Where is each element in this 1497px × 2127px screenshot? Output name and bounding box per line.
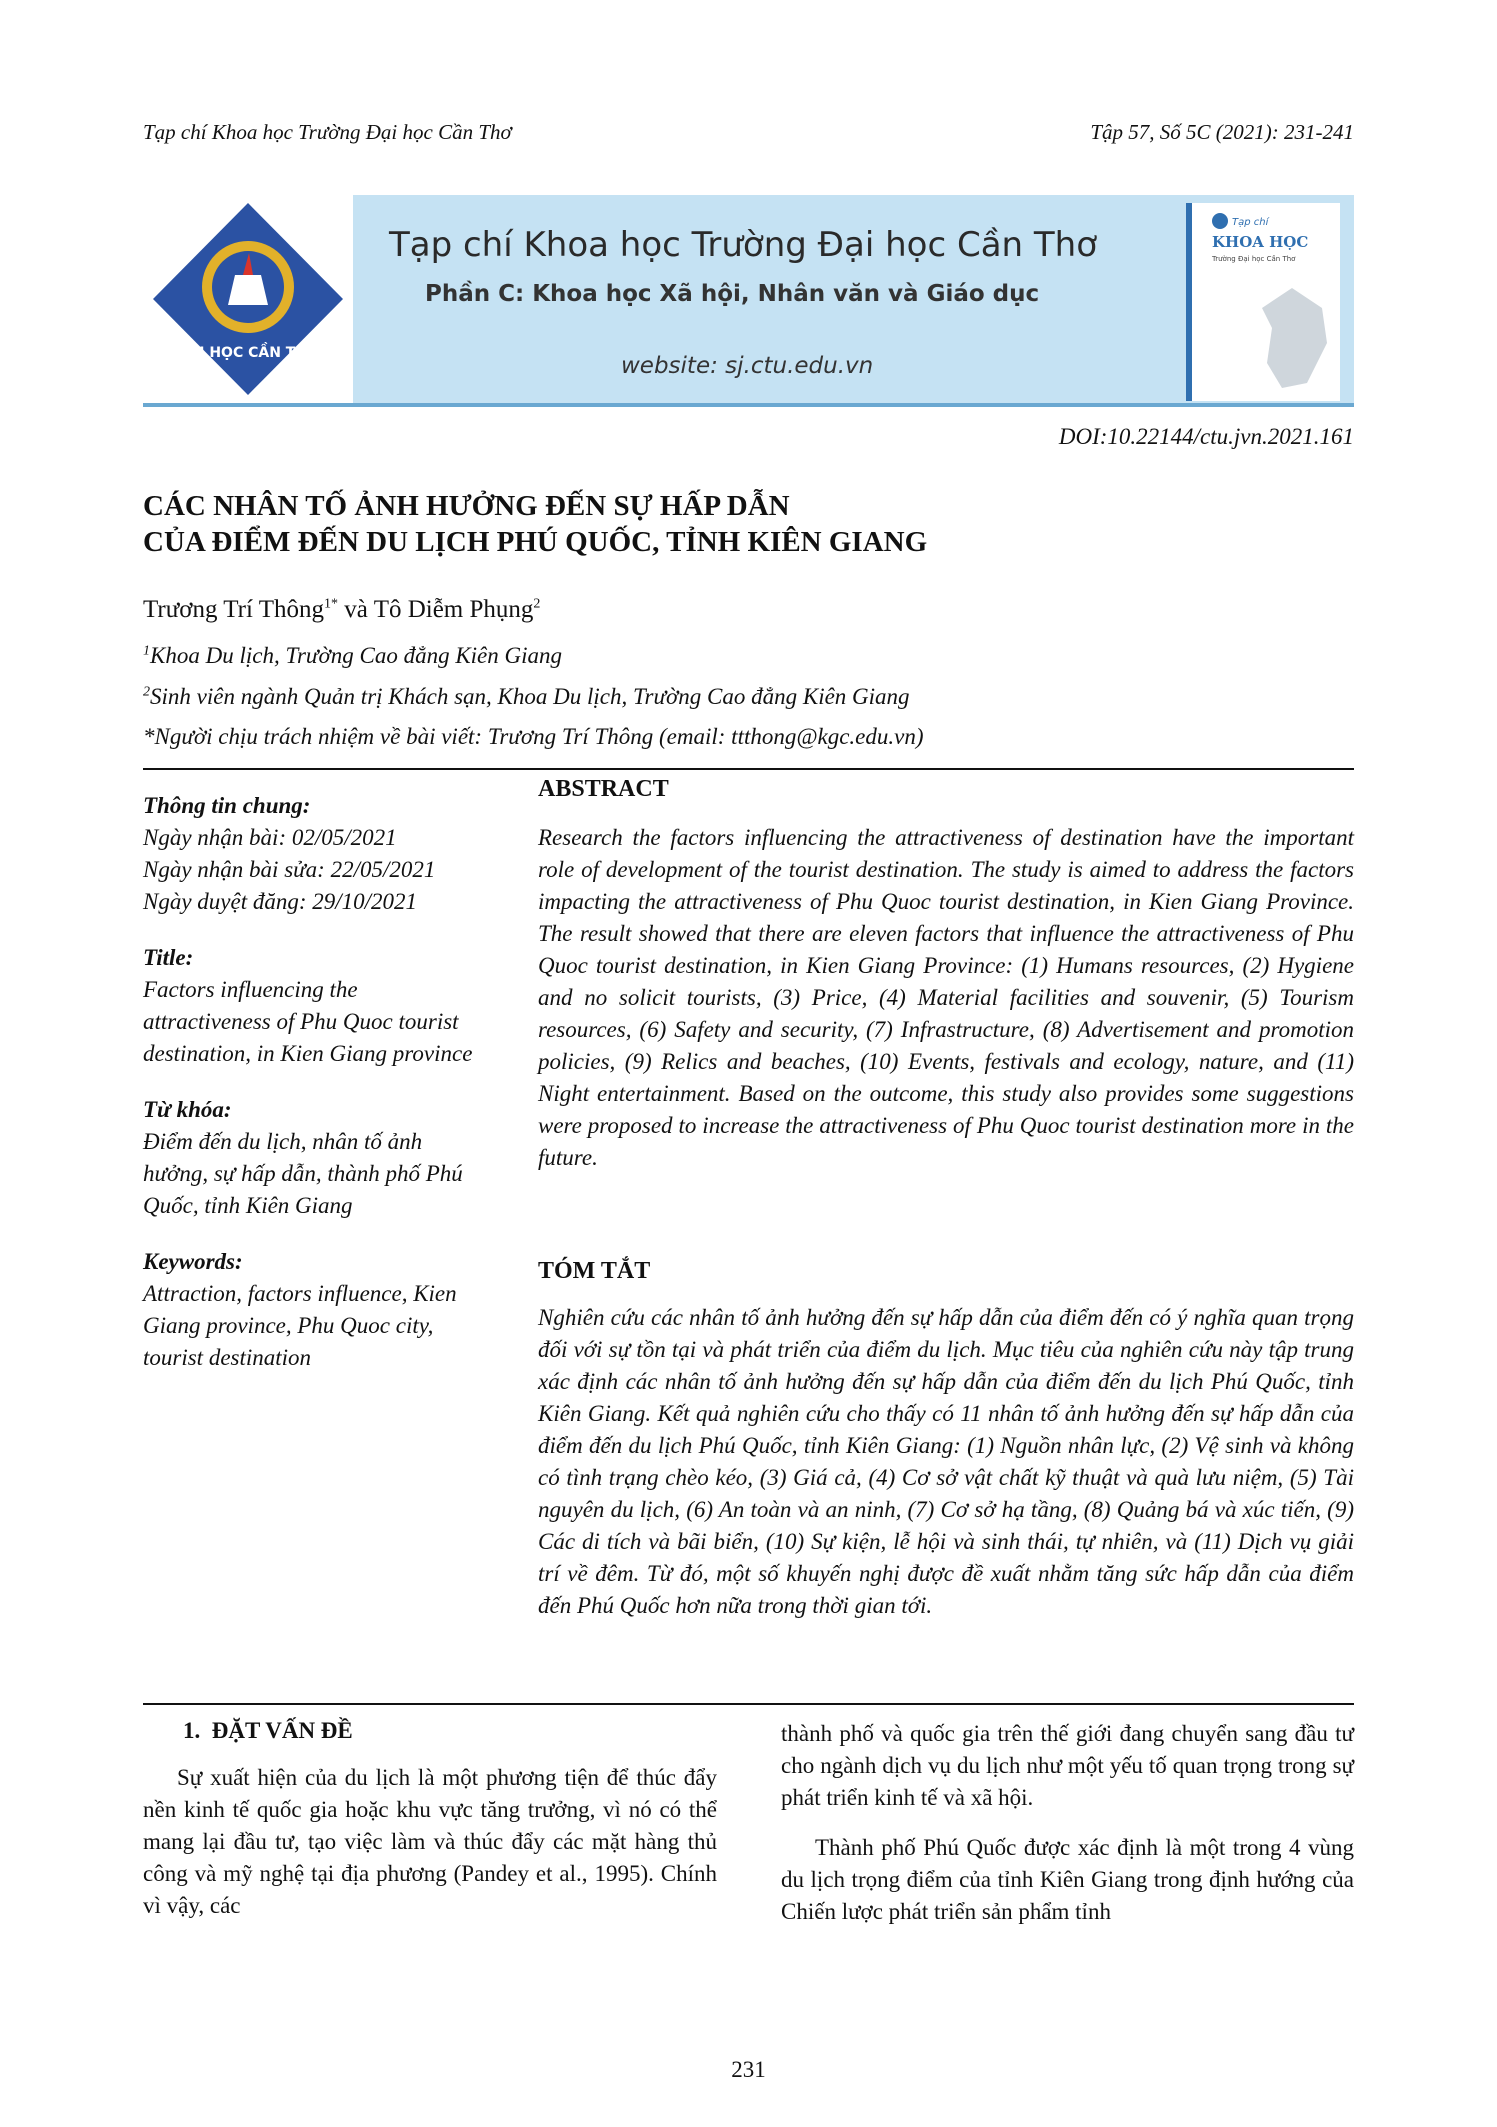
article-info-sidebar (143, 790, 488, 1398)
body-column-1-paragraph: Sự xuất hiện của du lịch là một phương tiện để thúc đẩy nền kinh tế quốc gia hoặc khu vực tăng trưởng, vì nó có thể mang lại đầu tư, tạo việc làm và thúc đẩy các mặt hàng thủ công và mỹ nghệ tại địa phương (Pandey et al., 1995). Chính vì vậy, các (143, 1765, 717, 1918)
keywords-heading: Keywords: (143, 1249, 243, 1274)
banner-title: Tạp chí Khoa học Trường Đại học Cần Thơ (389, 225, 1098, 265)
received-date: Ngày nhận bài: 02/05/2021 (143, 825, 397, 850)
journal-banner (143, 195, 1354, 407)
body-column-2-paragraph-2: Thành phố Phú Quốc được xác định là một trong 4 vùng du lịch trọng điểm của tỉnh Kiên Giang trong định hướng của Chiến lược phát triển sản phẩm tỉnh (781, 1835, 1354, 1924)
affiliation-1-sup: 1 (143, 643, 150, 659)
cover-big-text: KHOA HỌC (1212, 233, 1309, 251)
tukhoa-block (143, 1094, 488, 1222)
affiliation-1 (143, 643, 562, 669)
info-block (143, 790, 488, 918)
divider-middle (143, 1703, 1354, 1705)
author-1-sup: 1* (324, 596, 339, 612)
author-separator: và (338, 596, 374, 623)
running-header-volume: Tập 57, Số 5C (2021): 231-241 (1090, 120, 1354, 144)
banner-subtitle: Phần C: Khoa học Xã hội, Nhân văn và Giáo dục (425, 281, 1040, 307)
divider-top (143, 768, 1354, 770)
section-heading: 1. ĐẶT VẤN ĐỀ (183, 1718, 353, 1743)
title-heading: Title: (143, 945, 194, 970)
corresponding-author: *Người chịu trách nhiệm về bài viết: Trương Trí Thông (email: ttthong@kgc.edu.vn) (143, 724, 924, 749)
map-icon (1252, 283, 1332, 393)
affiliation-2 (143, 684, 910, 710)
revised-date: Ngày nhận bài sửa: 22/05/2021 (143, 857, 436, 882)
abstract-body: Research the factors influencing the attractiveness of destination have the important role of development of the tourist destination. The study is aimed to address the factors impacting the attractiveness of Phu Quoc tourist destination, in Kien Giang Province. The result showed that there are eleven factors that influence the attractiveness of Phu Quoc tourist destination, in Kien Giang Province: (1) Humans resources, (2) Hygiene and no solicit tourists, (3) Price, (4) Material facilities and souvenir, (5) Tourism resources, (6) Safety and security, (7) Infrastructure, (8) Advertisement and promotion policies, (9) Relics and beaches, (10) Events, festivals and ecology, nature, and (11) Night entertainment. Based on the outcome, this study also provides some suggestions were proposed to increase the attractiveness of Phu Quoc tourist destination more in the future. (538, 825, 1354, 1170)
affiliation-2-text: Sinh viên ngành Quản trị Khách sạn, Khoa Du lịch, Trường Cao đẳng Kiên Giang (150, 684, 910, 709)
tomtat-heading: TÓM TẮT (538, 1258, 651, 1284)
tukhoa-text: Điểm đến du lịch, nhân tố ảnh hưởng, sự hấp dẫn, thành phố Phú Quốc, tỉnh Kiên Giang (143, 1129, 463, 1218)
svg-text:ĐẠI HỌC CẦN THƠ: ĐẠI HỌC CẦN THƠ (176, 345, 320, 361)
cover-line-text: Trường Đại học Cần Thơ (1212, 255, 1296, 263)
journal-cover-thumbnail (1186, 203, 1340, 401)
english-title: Factors influencing the attractiveness of Phu Quoc tourist destination, in Kien Giang province (143, 977, 473, 1066)
author-2: Tô Diễm Phụng (373, 596, 534, 623)
authors (143, 596, 540, 624)
info-heading: Thông tin chung: (143, 793, 311, 818)
university-logo (143, 195, 353, 403)
author-2-sup: 2 (533, 596, 541, 612)
running-header-journal: Tạp chí Khoa học Trường Đại học Cần Thơ (143, 120, 512, 144)
article-title-line-1: CÁC NHÂN TỐ ẢNH HƯỞNG ĐẾN SỰ HẤP DẪN (143, 490, 790, 522)
tukhoa-heading: Từ khóa: (143, 1097, 232, 1122)
cover-small-text: Tạp chí (1232, 217, 1269, 228)
university-logo-icon (143, 195, 353, 403)
banner-website: website: sj.ctu.edu.vn (621, 353, 874, 379)
title-block (143, 942, 488, 1070)
author-1: Trương Trí Thông (143, 596, 325, 623)
article-title-line-2: CỦA ĐIỂM ĐẾN DU LỊCH PHÚ QUỐC, TỈNH KIÊN GIANG (143, 526, 928, 558)
doi: DOI:10.22144/ctu.jvn.2021.161 (1058, 424, 1354, 449)
affiliation-1-text: Khoa Du lịch, Trường Cao đẳng Kiên Giang (150, 643, 563, 668)
keywords-text: Attraction, factors influence, Kien Giang province, Phu Quoc city, tourist destination (143, 1281, 457, 1370)
body-column-2-paragraph-1: thành phố và quốc gia trên thế giới đang chuyển sang đầu tư cho ngành dịch vụ du lịch như một yếu tố quan trọng trong sự phát triển kinh tế và xã hội. (781, 1721, 1354, 1810)
accepted-date: Ngày duyệt đăng: 29/10/2021 (143, 889, 418, 914)
tomtat-body: Nghiên cứu các nhân tố ảnh hưởng đến sự hấp dẫn của điểm đến có ý nghĩa quan trọng đối với sự tồn tại và phát triển của điểm du lịch. Mục tiêu của nghiên cứu này tập trung xác định các nhân tố ảnh hưởng đến sự hấp dẫn của điểm đến du lịch Phú Quốc, tỉnh Kiên Giang. Kết quả nghiên cứu cho thấy có 11 nhân tố ảnh hưởng đến sự hấp dẫn của điểm đến du lịch Phú Quốc, tỉnh Kiên Giang: (1) Nguồn nhân lực, (2) Vệ sinh và không có tình trạng chèo kéo, (3) Giá cả, (4) Cơ sở vật chất kỹ thuật và quà lưu niệm, (5) Tài nguyên du lịch, (6) An toàn và an ninh, (7) Cơ sở hạ tầng, (8) Quảng bá và xúc tiến, (9) Các di tích và bãi biển, (10) Sự kiện, lễ hội và sinh thái, tự nhiên, và (11) Dịch vụ giải trí về đêm. Từ đó, một số khuyến nghị được đề xuất nhằm tăng sức hấp dẫn của điểm đến Phú Quốc hơn nữa trong thời gian tới. (538, 1305, 1354, 1618)
affiliation-2-sup: 2 (143, 684, 150, 700)
page-number: 231 (731, 2057, 766, 2082)
abstract-heading: ABSTRACT (538, 776, 669, 802)
keywords-block (143, 1246, 488, 1374)
